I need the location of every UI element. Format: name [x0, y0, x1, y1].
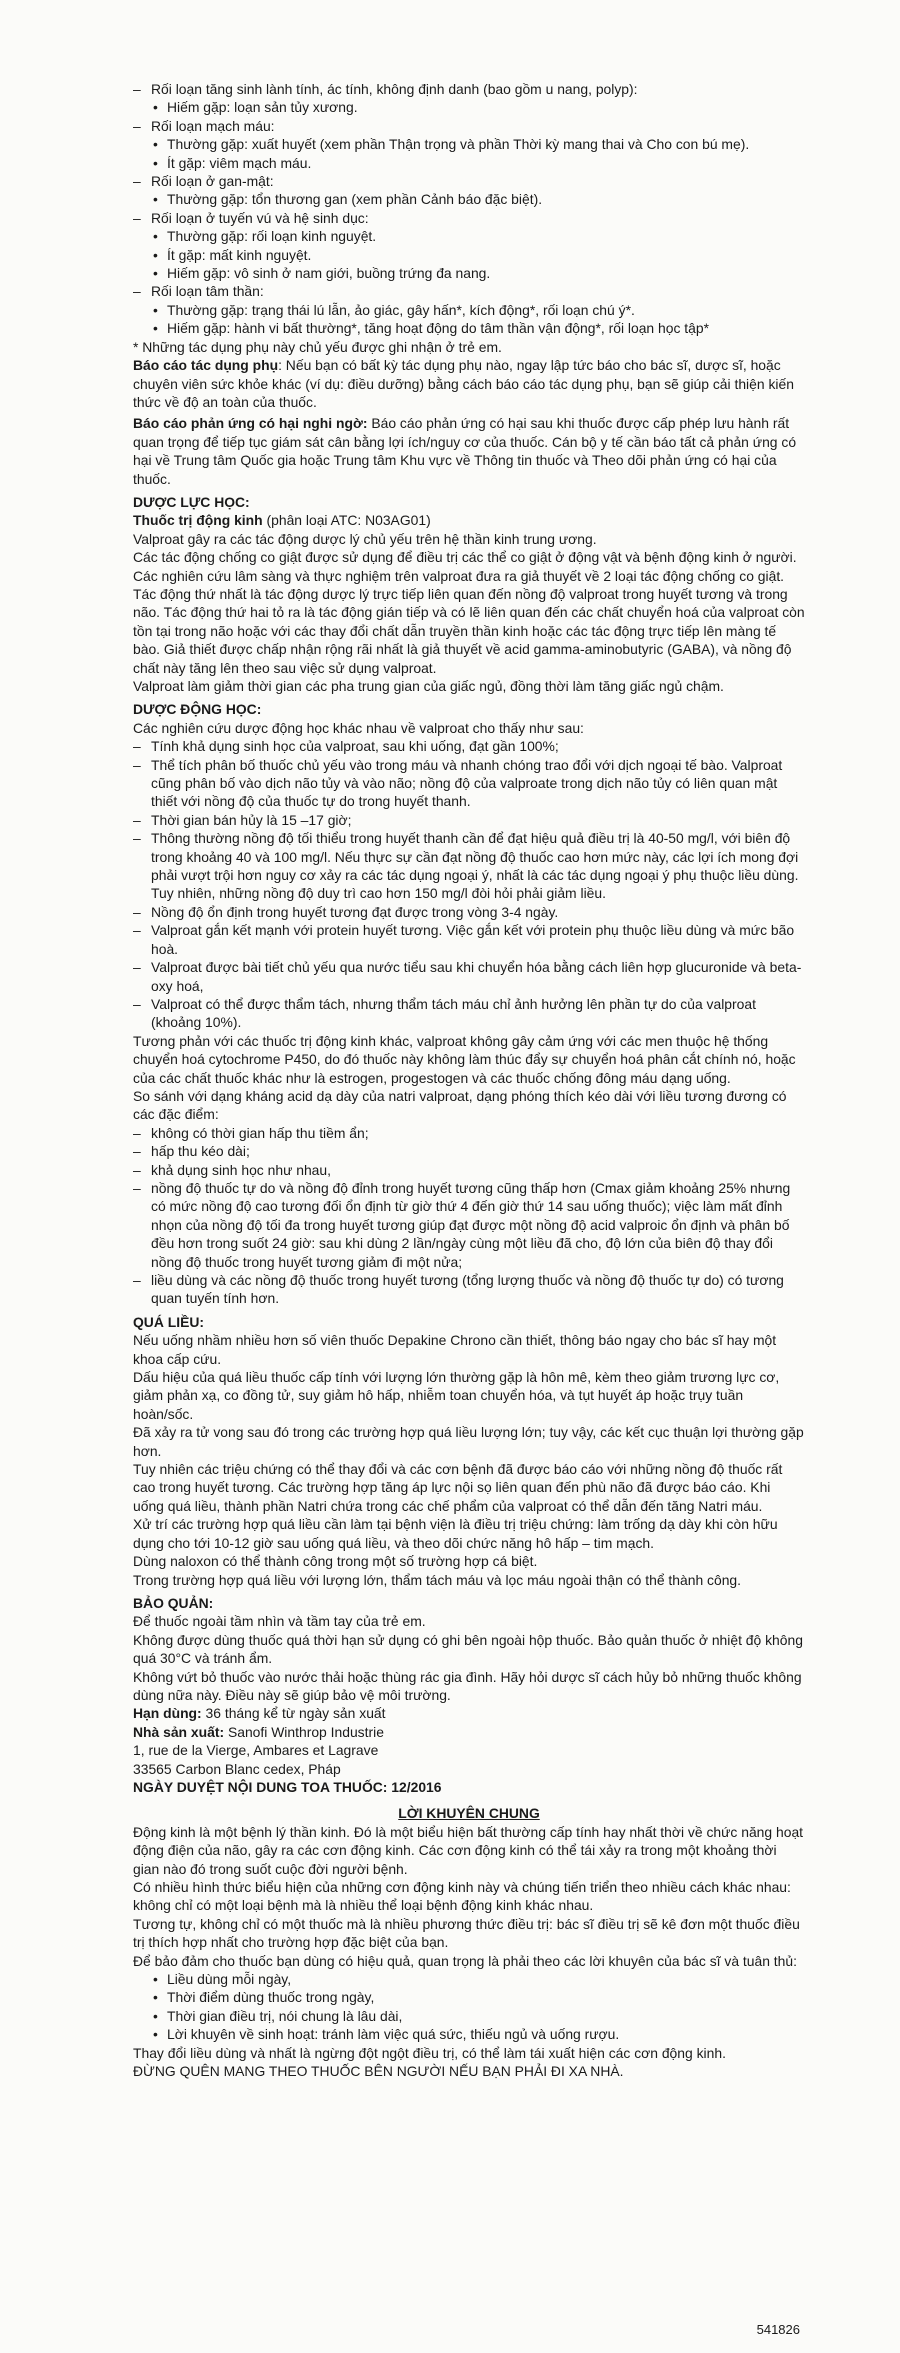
pk-feature: – không có thời gian hấp thu tiềm ẩn;: [133, 1124, 805, 1142]
advice-item: • Thời gian điều trị, nói chung là lâu dài,: [133, 2007, 805, 2025]
pk-compare: So sánh với dạng kháng acid dạ dày của natri valproat, dạng phóng thích kéo dài với liều tương đương có các đặc điểm:: [133, 1087, 787, 1123]
adverse-item: • Thường gặp: rối loạn kinh nguyệt.: [133, 227, 805, 245]
adverse-category-reproductive: – Rối loạn ở tuyến vú và hệ sinh dục:: [133, 209, 805, 227]
pk-feature: – nồng độ thuốc tự do và nồng độ đỉnh trong huyết tương cũng thấp hơn (Cmax giảm khoảng 25% nhưng có mức nồng độ cao tương đối ổn định từ giờ thứ 4 đến giờ thứ 14 sau uống thuốc); việc làm mất đỉnh nhọn của nồng độ tối đa trong huyết tương giúp đạt được một nồng độ acid valproic ổn định và phân bố đều hơn trong suốt 24 giờ: sau khi dùng 2 lần/ngày cùng một liều đã cho, độ lớn của biên độ thay đổi nồng độ thuốc trong huyết tương giảm đi một nửa;: [133, 1179, 805, 1271]
advice-paragraph: Động kinh là một bệnh lý thần kinh. Đó là một biểu hiện bất thường cấp tính hay nhất thời về chức năng hoạt động điện của não, gây ra các cơn động kinh. Các cơn động kinh có thể tái xảy ra trong một khoảng thời gian nào đó trong suốt cuộc đời người bệnh.: [133, 1823, 804, 1877]
advice-item: • Liều dùng mỗi ngày,: [133, 1970, 805, 1988]
manufacturer-address-line: 1, rue de la Vierge, Ambares et Lagrave: [133, 1742, 379, 1759]
pk-item: – Nồng độ ổn định trong huyết tương đạt được trong vòng 3-4 ngày.: [133, 903, 805, 921]
pk-contrast: Tương phản với các thuốc trị động kinh khác, valproat không gây cảm ứng với các men thuộc hệ thống chuyển hoá cytochrome P450, do đó thuốc này không làm thúc đẩy sự chuyển hoá phân cắt chính nó, hoặc của các chất thuốc khác như là estrogen, progestogen và các thuốc chống đông máu dạng uống.: [133, 1032, 796, 1086]
pk-item: – Valproat gắn kết mạnh với protein huyết tương. Việc gắn kết với protein phụ thuộc liều dùng và mức bão hoà.: [133, 921, 805, 958]
drug-group: Thuốc trị động kinh (phân loại ATC: N03AG01): [133, 512, 431, 529]
pk-item: – Tính khả dụng sinh học của valproat, sau khi uống, đạt gần 100%;: [133, 737, 805, 755]
advice-item: • Thời điểm dùng thuốc trong ngày,: [133, 1988, 805, 2006]
adverse-category-vascular: – Rối loạn mạch máu:: [133, 117, 805, 135]
pk-feature: – hấp thu kéo dài;: [133, 1142, 805, 1160]
adverse-note: * Những tác dụng phụ này chủ yếu được ghi nhận ở trẻ em.: [133, 338, 502, 355]
pk-feature: – liều dùng và các nồng độ thuốc trong huyết tương (tổng lượng thuốc và nồng độ thuốc tự do) có tương quan tuyến tính hơn.: [133, 1271, 805, 1308]
pk-intro: Các nghiên cứu dược động học khác nhau về valproat cho thấy như sau:: [133, 719, 584, 736]
pk-feature: – khả dụng sinh học như nhau,: [133, 1161, 805, 1179]
pharmacokinetics-heading: DƯỢC ĐỘNG HỌC:: [133, 701, 262, 718]
advice-paragraph: Tương tự, không chỉ có một thuốc mà là nhiều phương thức điều trị: bác sĩ điều trị sẽ kê đơn một thuốc điều trị thích hợp nhất cho trường hợp đặc biệt của bạn.: [133, 1915, 800, 1951]
advice-warning: ĐỪNG QUÊN MANG THEO THUỐC BÊN NGƯỜI NẾU BẠN PHẢI ĐI XA NHÀ.: [133, 2063, 624, 2080]
pk-features-list: [133, 1124, 805, 1308]
adverse-effects-list: [133, 80, 805, 338]
overdose-paragraph: Dấu hiệu của quá liều thuốc cấp tính với lượng lớn thường gặp là hôn mê, kèm theo giảm trương lực cơ, giảm phản xạ, co đồng tử, suy giảm hô hấp, nhiễm toan chuyển hóa, và tụt huyết áp hoặc trụy tuần hoàn/sốc.: [133, 1369, 780, 1422]
manufacturer-address-line: 33565 Carbon Blanc cedex, Pháp: [133, 1760, 341, 1777]
pk-list: [133, 737, 805, 1032]
manufacturer: Nhà sản xuất: Sanofi Winthrop Industrie: [133, 1723, 384, 1740]
adverse-item: • Ít gặp: mất kinh nguyệt.: [133, 246, 805, 264]
adverse-item: • Thường gặp: trạng thái lú lẫn, ảo giác, gây hấn*, kích động*, rối loạn chú ý*.: [133, 301, 805, 319]
overdose-paragraph: Đã xảy ra tử vong sau đó trong các trường hợp quá liều lượng lớn; tuy vậy, các kết cục thuận lợi thường gặp hơn.: [133, 1424, 804, 1459]
pk-item: – Thể tích phân bố thuốc chủ yếu vào trong máu và nhanh chóng trao đổi với dịch ngoại tế bào. Valproat cũng phân bố vào dịch não tủy và vào não; nồng độ của valproate trong dịch não tủy có liên quan mật thiết với nồng độ của thuốc tự do trong huyết thanh.: [133, 756, 805, 811]
overdose-paragraph: Trong trường hợp quá liều với lượng lớn, thẩm tách máu và lọc máu ngoài thận có thể thành công.: [133, 1571, 742, 1588]
advice-list: [133, 1970, 805, 2044]
overdose-paragraph: Xử trí các trường hợp quá liều cần làm tại bệnh viện là điều trị triệu chứng: làm trống dạ dày khi còn hữu dụng cho tới 10-12 giờ sau uống quá liều, và theo dõi chức năng hô hấp – tim mạch.: [133, 1516, 778, 1551]
suspect-report-paragraph: Báo cáo phản ứng có hại nghi ngờ: Báo cáo phản ứng có hại sau khi thuốc được cấp phép lưu hành rất quan trọng để tiếp tục giám sát cân bằng lợi ích/nguy cơ của thuốc. Cán bộ y tế cần báo tất cả phản ứng có hại về Trung tâm Quốc gia hoặc Trung tâm Khu vực về Thông tin thuốc và Theo dõi phản ứng có hại của thuốc.: [133, 415, 797, 487]
pd-paragraph: Valproat gây ra các tác động dược lý chủ yếu trên hệ thần kinh trung ương.: [133, 530, 597, 547]
adverse-item: • Thường gặp: xuất huyết (xem phần Thận trọng và phần Thời kỳ mang thai và Cho con bú mẹ).: [133, 135, 805, 153]
advice-title: LỜI KHUYÊN CHUNG: [398, 1805, 540, 1822]
pk-item: – Thông thường nồng độ tối thiểu trong huyết thanh cần để đạt hiệu quả điều trị là 40-50 mg/l, với biên độ trong khoảng 40 và 100 mg/l. Nếu thực sự cần đạt nồng độ thuốc cao hơn mức này, các lợi ích mong đợi phải vượt trội hơn nguy cơ xảy ra các tác dụng ngoại ý, nhất là các tác dụng ngoại ý phụ thuộc liều dùng. Tuy nhiên, những nồng độ duy trì cao hơn 150 mg/l đòi hỏi phải giảm liều.: [133, 829, 805, 903]
advice-paragraph: Có nhiều hình thức biểu hiện của những cơn động kinh này và chúng tiến triển theo nhiều cách khác nhau: không chỉ có một loại bệnh mà là nhiều thể loại bệnh động kinh khác nhau.: [133, 1879, 791, 1914]
adverse-category-psychiatric: – Rối loạn tâm thần:: [133, 282, 805, 300]
adverse-item: • Hiếm gặp: vô sinh ở nam giới, buồng trứng đa nang.: [133, 264, 805, 282]
pd-paragraph: Các nghiên cứu lâm sàng và thực nghiệm trên valproat đưa ra giả thuyết về 2 loại tác động chống co giật. Tác động thứ nhất là tác động dược lý trực tiếp liên quan đến nồng độ valproat trong huyết tương và trong não. Tác động thứ hai tỏ ra là tác động gián tiếp và có lẽ liên quan đến các chất chuyển hoá của valproat còn tồn tại trong não hoặc với các thay đổi chất dẫn truyền thần kinh hoặc các tác động trực tiếp lên màng tế bào. Giả thiết được chấp nhận rộng rãi nhất là giả thuyết về acid gamma-aminobutyric (GABA), và nồng độ chất này tăng lên theo sau việc sử dụng valproat.: [133, 567, 805, 676]
storage-paragraph: Để thuốc ngoài tầm nhìn và tầm tay của trẻ em.: [133, 1613, 426, 1630]
adverse-item: • Hiếm gặp: loạn sản tủy xương.: [133, 98, 805, 116]
document-code: 541826: [756, 2322, 800, 2337]
pk-item: – Valproat có thể được thẩm tách, nhưng thẩm tách máu chỉ ảnh hưởng lên phần tự do của valproat (khoảng 10%).: [133, 995, 805, 1032]
overdose-paragraph: Tuy nhiên các triệu chứng có thể thay đổi và các cơn bệnh đã được báo cáo với những nồng độ thuốc rất cao trong huyết tương. Các trường hợp tăng áp lực nội sọ liên quan đến phù não đã được báo cáo. Khi uống quá liều, thành phần Natri chứa trong các chế phẩm của valproat có thể dẫn đến tăng Natri máu.: [133, 1461, 783, 1514]
adverse-category-tumors: – Rối loạn tăng sinh lành tính, ác tính, không định danh (bao gồm u nang, polyp):: [133, 80, 805, 98]
adverse-item: • Thường gặp: tổn thương gan (xem phần Cảnh báo đặc biệt).: [133, 190, 805, 208]
overdose-heading: QUÁ LIỀU:: [133, 1313, 204, 1330]
pharmacodynamics-heading: DƯỢC LỰC HỌC:: [133, 493, 250, 510]
storage-paragraph: Không vứt bỏ thuốc vào nước thải hoặc thùng rác gia đình. Hãy hỏi dược sĩ cách hủy bỏ những thuốc không dùng nữa này. Điều này sẽ giúp bảo vệ môi trường.: [133, 1668, 802, 1703]
storage-heading: BẢO QUẢN:: [133, 1594, 214, 1611]
report-label: Báo cáo tác dụng phụ: [133, 357, 279, 374]
adverse-item: • Ít gặp: viêm mạch máu.: [133, 154, 805, 172]
pd-paragraph: Các tác động chống co giật được sử dụng để điều trị các thể co giật ở động vật và bệnh động kinh ở người.: [133, 549, 797, 566]
pk-item: – Valproat được bài tiết chủ yếu qua nước tiểu sau khi chuyển hóa bằng cách liên hợp glucuronide và beta-oxy hoá,: [133, 958, 805, 995]
pk-item: – Thời gian bán hủy là 15 –17 giờ;: [133, 811, 805, 829]
pd-paragraph: Valproat làm giảm thời gian các pha trung gian của giấc ngủ, đồng thời làm tăng giấc ngủ chậm.: [133, 678, 724, 694]
overdose-paragraph: Nếu uống nhầm nhiều hơn số viên thuốc Depakine Chrono cần thiết, thông báo ngay cho bác sĩ hay một khoa cấp cứu.: [133, 1332, 777, 1367]
advice-closing: Thay đổi liều dùng và nhất là ngừng đột ngột điều trị, có thể làm tái xuất hiện các cơn động kinh.: [133, 2044, 726, 2061]
adverse-item: • Hiếm gặp: hành vi bất thường*, tăng hoạt động do tâm thần vận động*, rối loạn học tập*: [133, 319, 805, 337]
suspect-report-label: Báo cáo phản ứng có hại nghi ngờ:: [133, 415, 368, 432]
overdose-paragraph: Dùng naloxon có thể thành công trong một số trường hợp cá biệt.: [133, 1553, 538, 1570]
leaflet-column: [133, 80, 805, 2080]
adverse-category-hepatobiliary: – Rối loạn ở gan-mật:: [133, 172, 805, 190]
advice-paragraph: Để bảo đảm cho thuốc bạn dùng có hiệu quả, quan trọng là phải theo các lời khuyên của bác sĩ và tuân thủ:: [133, 1952, 797, 1969]
storage-paragraph: Không được dùng thuốc quá thời hạn sử dụng có ghi bên ngoài hộp thuốc. Bảo quản thuốc ở nhiệt độ không quá 30°C và tránh ẩm.: [133, 1631, 803, 1667]
shelf-life: Hạn dùng: 36 tháng kể từ ngày sản xuất: [133, 1705, 386, 1722]
revision-date: NGÀY DUYỆT NỘI DUNG TOA THUỐC: 12/2016: [133, 1778, 442, 1795]
report-paragraph: Báo cáo tác dụng phụ: Nếu bạn có bất kỳ tác dụng phụ nào, ngay lập tức báo cho bác sĩ, dược sĩ, hoặc chuyên viên sức khỏe khác (ví dụ: điều dưỡng) bằng cách báo cáo tác dụng phụ, bạn sẽ giúp cải thiện kiến thức về độ an toàn của thuốc.: [133, 357, 794, 410]
advice-item: • Lời khuyên về sinh hoạt: tránh làm việc quá sức, thiếu ngủ và uống rượu.: [133, 2025, 805, 2043]
